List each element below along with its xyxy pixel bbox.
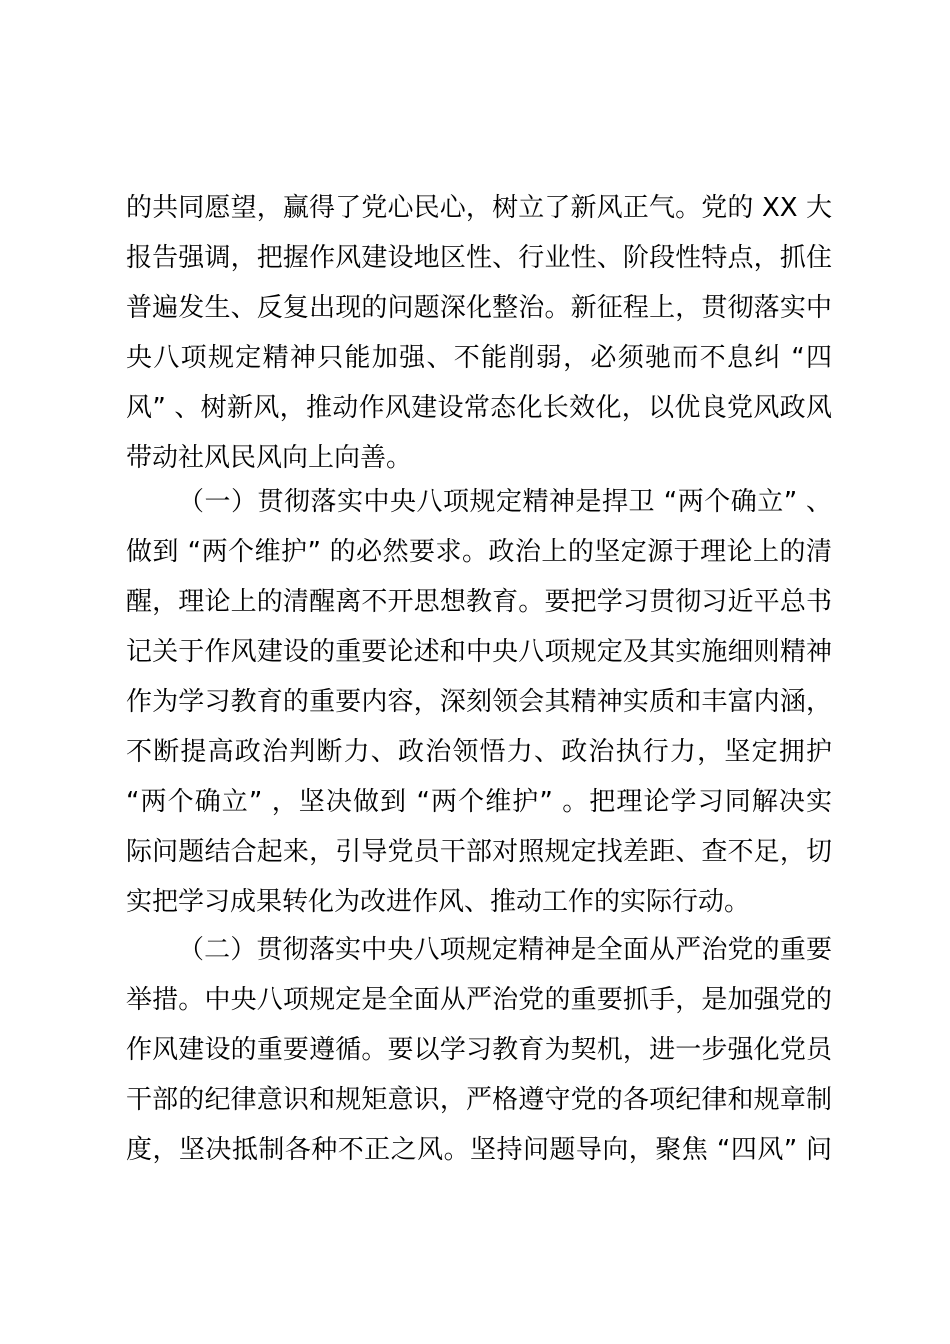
paragraph-line: （一）贯彻落实中央八项规定精神是捍卫 “两个确立” 、 (178, 487, 832, 517)
paragraph-line: 举措。中央八项规定是全面从严治党的重要抓手，是加强党的 (126, 985, 832, 1015)
paragraph-line: （二）贯彻落实中央八项规定精神是全面从严治党的重要 (178, 935, 832, 965)
paragraph-line: 际问题结合起来，引导党员干部对照规定找差距、查不足，切 (126, 837, 832, 867)
paragraph-line: 风” 、树新风，推动作风建设常态化长效化，以优良党风政风 (126, 393, 832, 423)
paragraph-1 (126, 183, 832, 483)
paragraph-line: 作风建设的重要遵循。要以学习教育为契机，进一步强化党员 (126, 1035, 832, 1065)
paragraph-3 (126, 925, 832, 1175)
paragraph-line: 报告强调，把握作风建设地区性、行业性、阶段性特点，抓住 (126, 243, 832, 273)
paragraph-line: “两个确立” ，坚决做到 “两个维护” 。把理论学习同解决实 (126, 787, 832, 817)
paragraph-line: 带动社风民风向上向善。 (126, 443, 413, 473)
paragraph-line: 实把学习成果转化为改进作风、推动工作的实际行动。 (126, 887, 751, 917)
paragraph-line: 普遍发生、反复出现的问题深化整治。新征程上，贯彻落实中 (126, 293, 832, 323)
paragraph-line: 度，坚决抵制各种不正之风。坚持问题导向，聚焦 “四风” 问 (126, 1135, 832, 1165)
paragraph-2 (126, 477, 832, 927)
paragraph-line: 作为学习教育的重要内容，深刻领会其精神实质和丰富内涵， (126, 687, 832, 717)
paragraph-line: 醒，理论上的清醒离不开思想教育。要把学习贯彻习近平总书 (126, 587, 832, 617)
paragraph-line: 记关于作风建设的重要论述和中央八项规定及其实施细则精神 (126, 637, 832, 667)
paragraph-line: 不断提高政治判断力、政治领悟力、政治执行力，坚定拥护 (126, 737, 832, 767)
paragraph-line: 干部的纪律意识和规矩意识，严格遵守党的各项纪律和规章制 (126, 1085, 832, 1115)
paragraph-line: 做到 “两个维护” 的必然要求。政治上的坚定源于理论上的清 (126, 537, 832, 567)
paragraph-line: 的共同愿望，赢得了党心民心，树立了新风正气。党的 XX 大 (126, 193, 832, 223)
paragraph-line: 央八项规定精神只能加强、不能削弱，必须驰而不息纠 “四 (126, 343, 832, 373)
